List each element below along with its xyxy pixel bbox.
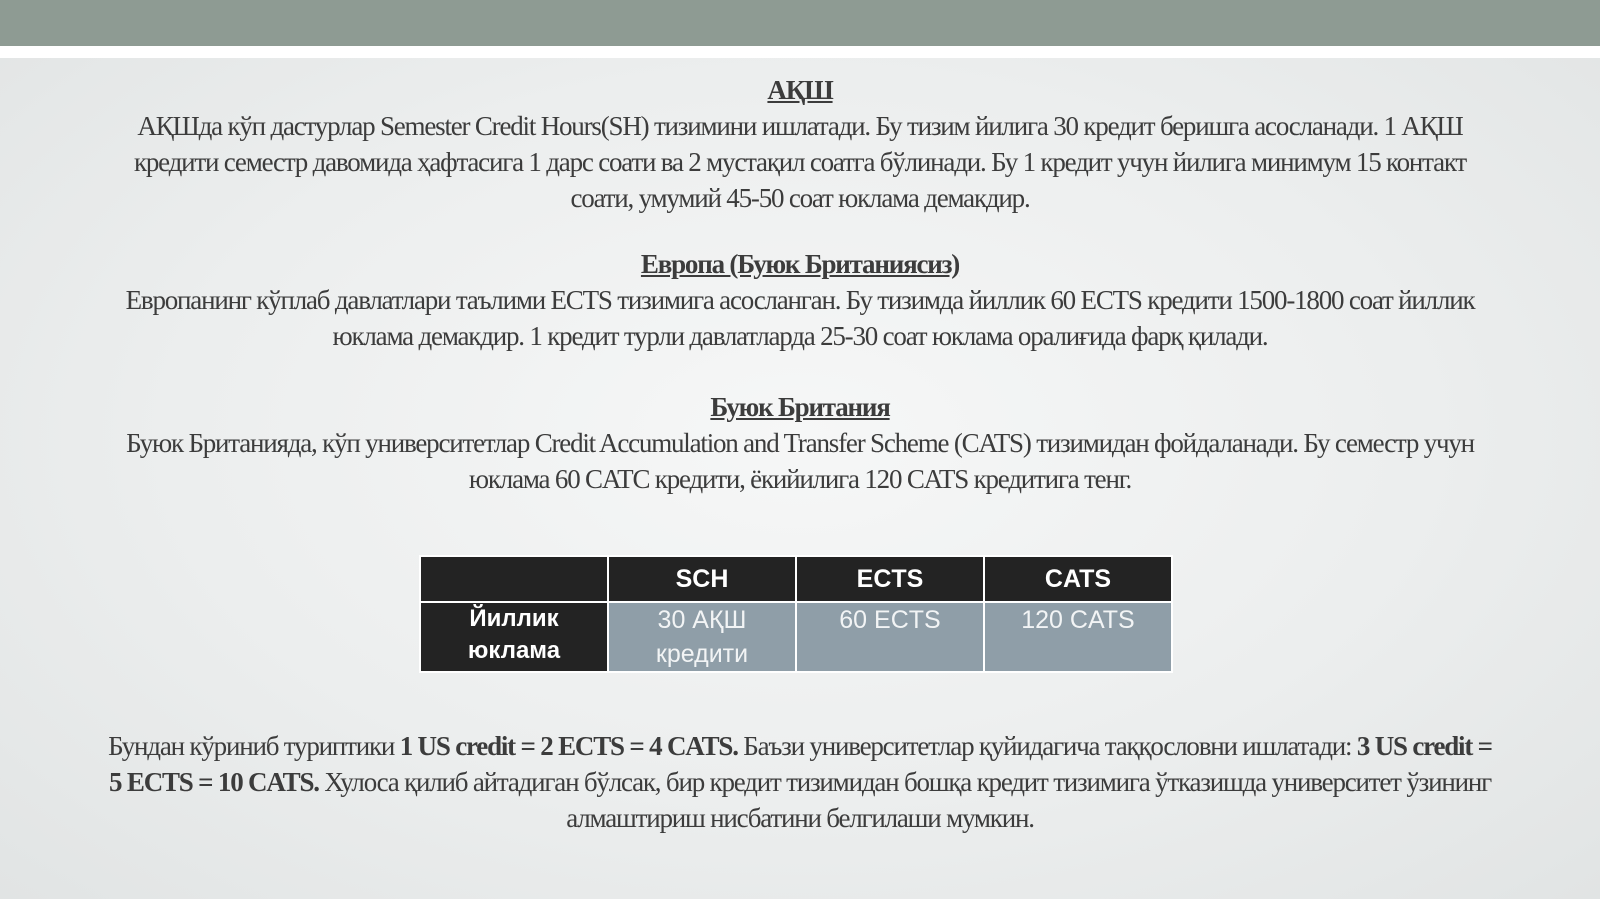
section-europe bbox=[100, 246, 1500, 354]
table-header-sch: SCH bbox=[608, 556, 796, 602]
section-body-europe: Европанинг кўплаб давлатлари таълими ECTS тизимига асосланган. Бу тизимда йиллик 60 ECTS кредити 1500-1800 соат йиллик юклама демакдир. 1 кредит турли давлатларда 25-30 соат юклама оралиғида фарқ қилади. bbox=[125, 285, 1475, 351]
section-heading-europe: Европа (Буюк Британиясиз) bbox=[640, 249, 960, 279]
conclusion-paragraph bbox=[100, 728, 1500, 836]
conclusion-ratio-1: 1 US credit = 2 ECTS = 4 CATS. bbox=[399, 731, 738, 761]
table-header-cats: CATS bbox=[984, 556, 1172, 602]
credit-comparison-table bbox=[419, 555, 1173, 673]
table-cell-cats: 120 CATS bbox=[984, 602, 1172, 672]
table-row bbox=[420, 602, 1172, 672]
section-heading-usa: АҚШ bbox=[767, 75, 833, 105]
section-heading-uk: Буюк Британия bbox=[710, 392, 890, 422]
table-cell-ects: 60 ECTS bbox=[796, 602, 984, 672]
conclusion-text-2: Баъзи университетлар қуйидагича таққословни ишлатади: bbox=[737, 731, 1357, 761]
table-header-empty bbox=[420, 556, 608, 602]
table-row-label: Йиллик юклама bbox=[420, 602, 608, 672]
table-header-row bbox=[420, 556, 1172, 602]
table-cell-sch: 30 АҚШ кредити bbox=[608, 602, 796, 672]
top-band bbox=[0, 0, 1600, 46]
conclusion-text-3: Хулоса қилиб айтадиган бўлсак, бир кредит тизимидан бошқа кредит тизимига ўтказишда университет ўзининг алмаштириш нисбатини белгилаши мумкин. bbox=[318, 767, 1491, 833]
conclusion-ratio-2: 3 US credit = 5 ECTS = 10 CATS. bbox=[109, 731, 1492, 797]
section-uk bbox=[100, 389, 1500, 497]
section-body-usa: АҚШда кўп дастурлар Semester Credit Hours(SH) тизимини ишлатади. Бу тизим йилига 30 кредит беришга асосланади. 1 АҚШ кредити семестр давомида ҳафтасига 1 дарс соати ва 2 мустақил соатга бўлинади. Бу 1 кредит учун йилига минимум 15 контакт соати, умумий 45-50 соат юклама демакдир. bbox=[133, 111, 1467, 213]
section-usa bbox=[100, 72, 1500, 216]
section-body-uk: Буюк Британияда, кўп университетлар Credit Accumulation and Transfer Scheme (CATS) тизимидан фойдаланади. Бу семестр учун юклама 60 CATC кредити, ёкийилига 120 CATS кредитига тенг. bbox=[126, 428, 1474, 494]
table-header-ects: ECTS bbox=[796, 556, 984, 602]
conclusion-text-1: Бундан кўриниб туриптики bbox=[108, 731, 400, 761]
slide bbox=[0, 58, 1600, 899]
